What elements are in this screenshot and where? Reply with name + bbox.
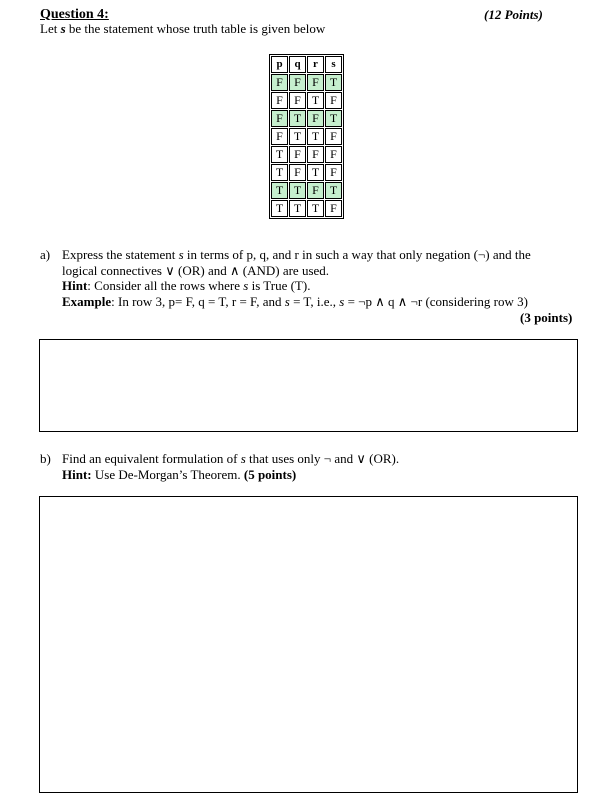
part-a-answer-box[interactable] [39, 339, 578, 432]
truth-table-row [271, 74, 342, 91]
truth-table-cell-r: T [307, 128, 324, 145]
part-a-line1-a: Express the statement [62, 247, 176, 262]
truth-table-cell-r: F [307, 110, 324, 127]
question-title: Question 4: [40, 7, 109, 22]
part-b-label: b) [40, 451, 51, 466]
part-a-line1 [62, 247, 572, 263]
truth-table-cell-s: F [325, 92, 342, 109]
part-a-example-c: = ¬p ∧ q ∧ ¬r (considering row 3) [347, 293, 528, 309]
truth-table-header-q: q [289, 56, 306, 73]
part-b-points: (5 points) [243, 466, 297, 482]
part-a-line1-var: s [178, 247, 184, 262]
part-b-line1-a: Find an equivalent formulation of [62, 451, 238, 466]
truth-table-body [271, 74, 342, 217]
truth-table-cell-r: F [307, 74, 324, 91]
truth-table-cell-q: F [289, 164, 306, 181]
truth-table-cell-p: T [271, 200, 288, 217]
truth-table-cell-q: T [289, 182, 306, 199]
part-a-label: a) [40, 247, 51, 262]
truth-table-cell-s: F [325, 164, 342, 181]
part-b-line1-var: s [240, 451, 246, 466]
intro-prefix: Let [40, 21, 58, 36]
intro-suffix: be the statement whose truth table is given below [68, 21, 326, 36]
part-a-example-label: Example [62, 293, 112, 309]
part-a-example-var2: s [339, 293, 345, 309]
part-a-example-b: = T, i.e., [293, 293, 337, 309]
truth-table-row [271, 92, 342, 109]
question-points: (12 Points) [484, 7, 543, 22]
truth-table-cell-r: T [307, 92, 324, 109]
truth-table-header-r: r [307, 56, 324, 73]
truth-table-cell-p: F [271, 110, 288, 127]
truth-table-cell-p: T [271, 146, 288, 163]
truth-table-cell-r: T [307, 200, 324, 217]
part-a-hint-var: s [243, 278, 249, 293]
truth-table-row [271, 146, 342, 163]
truth-table-header-p: p [271, 56, 288, 73]
truth-table-cell-p: T [271, 182, 288, 199]
truth-table-row [271, 164, 342, 181]
part-b-hint [62, 467, 572, 483]
truth-table-cell-r: T [307, 164, 324, 181]
part-b-line1-b: that uses only ¬ and ∨ (OR). [249, 451, 400, 466]
truth-table-cell-q: T [289, 200, 306, 217]
part-b-hint-label: Hint: [62, 466, 92, 482]
truth-table-cell-p: F [271, 128, 288, 145]
part-a-hint-a: : Consider all the rows where [87, 278, 241, 293]
truth-table-cell-r: F [307, 182, 324, 199]
truth-table-row [271, 182, 342, 199]
truth-table-cell-q: F [289, 74, 306, 91]
truth-table-cell-s: F [325, 128, 342, 145]
truth-table-row [271, 110, 342, 127]
truth-table-row [271, 200, 342, 217]
part-a-example [62, 294, 572, 310]
part-b-text [62, 451, 572, 482]
part-a-hint [62, 278, 572, 294]
part-a-line1-b: in terms of p, q, and r in such a way that only negation (¬) and the [186, 247, 531, 262]
part-a-line2: logical connectives ∨ (OR) and ∧ (AND) are used. [62, 262, 330, 278]
truth-table-cell-p: F [271, 74, 288, 91]
intro-variable: s [60, 21, 66, 36]
part-a-hint-label: Hint [62, 278, 88, 293]
part-a-example-var1: s [284, 293, 290, 309]
part-b-line1 [62, 451, 572, 467]
part-a-points: (3 points) [520, 310, 573, 325]
truth-table-header-row [271, 56, 342, 73]
truth-table-cell-p: T [271, 164, 288, 181]
part-b-hint-text: Use De-Morgan’s Theorem. [94, 466, 241, 482]
truth-table-cell-p: F [271, 92, 288, 109]
part-a-text [62, 247, 572, 309]
question-intro [40, 21, 325, 37]
truth-table-cell-s: F [325, 146, 342, 163]
truth-table-cell-q: T [289, 110, 306, 127]
truth-table-row [271, 128, 342, 145]
truth-table-cell-s: F [325, 200, 342, 217]
truth-table-cell-q: T [289, 128, 306, 145]
truth-table-header-s: s [325, 56, 342, 73]
part-a-example-a: : In row 3, p= F, q = T, r = F, and [111, 293, 282, 309]
truth-table-cell-s: T [325, 182, 342, 199]
part-a-hint-b: is True (T). [251, 278, 311, 293]
truth-table-cell-q: F [289, 92, 306, 109]
truth-table-cell-q: F [289, 146, 306, 163]
truth-table-cell-s: T [325, 110, 342, 127]
truth-table [269, 54, 344, 219]
truth-table-cell-s: T [325, 74, 342, 91]
truth-table-cell-r: F [307, 146, 324, 163]
part-b-answer-box[interactable] [39, 496, 578, 793]
